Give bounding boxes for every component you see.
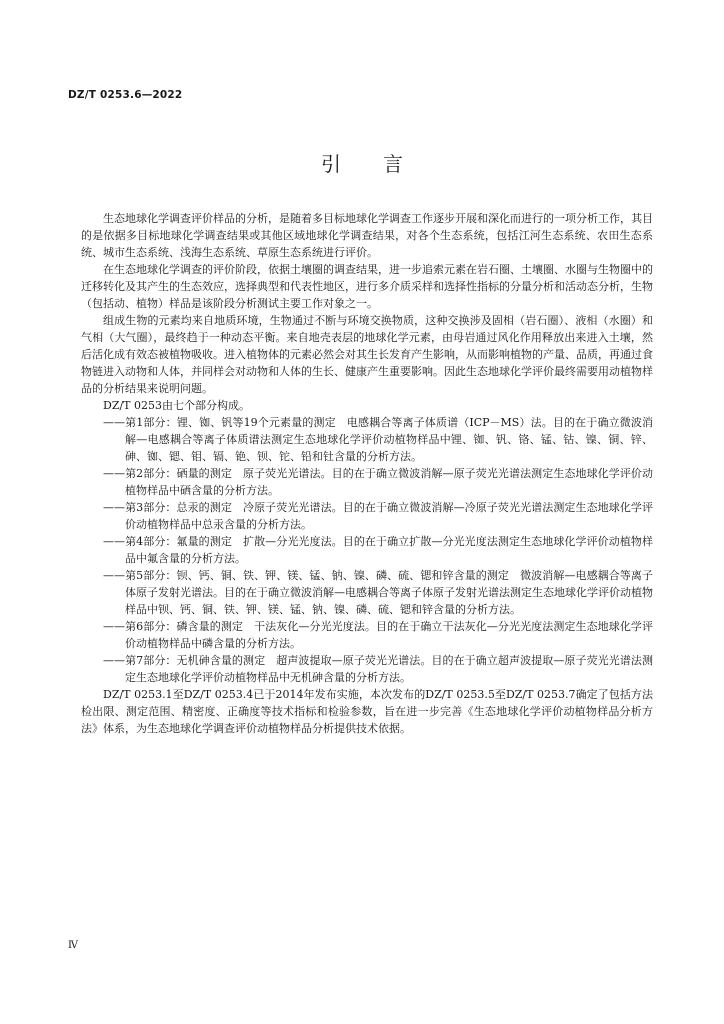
body-text: [81, 210, 653, 737]
paragraph-3: 组成生物的元素均来自地质环境，生物通过不断与环境交换物质，这种交换涉及固相（岩石圈）、液相（水圈）和气相（大气圈），最终趋于一种动态平衡。来自地壳表层的地球化学元素，由母岩通过风化作用释放出来进入土壤，然后活化成有效态被植物吸收。进入植物体的元素必然会对其生长发育产生影响，从而影响植物的产量、品质，再通过食物链进入动物和人体，并同样会对动物和人体的生长、健康产生重要影响。因此生态地球化学评价最终需要用动植物样品的分析结果来说明问题。: [81, 314, 653, 395]
document-code: DZ/T 0253.6—2022: [68, 89, 183, 101]
part-item-4: ——第4部分：氟量的测定 扩散—分光光度法。目的在于确立扩散—分光光度法测定生态地球化学评价动植物样品中氟含量的分析方法。: [103, 535, 653, 565]
part-item-7: ——第7部分：无机砷含量的测定 超声波提取—原子荧光光谱法。目的在于确立超声波提取—原子荧光光谱法测定生态地球化学评价动植物样品中无机砷含量的分析方法。: [103, 654, 653, 684]
part-item-5: ——第5部分：钡、钙、铜、铁、钾、镁、锰、钠、镍、磷、硫、锶和锌含量的测定 微波消解—电感耦合等离子体原子发射光谱法。目的在于确立微波消解—电感耦合等离子体原子发射光谱法测定生态地球化学评价动植物样品中钡、钙、铜、铁、钾、镁、锰、钠、镍、磷、硫、锶和锌含量的分析方法。: [103, 569, 653, 616]
part-item-6: ——第6部分：磷含量的测定 干法灰化—分光光度法。目的在于确立干法灰化—分光光度法测定生态地球化学评价动植物样品中磷含量的分析方法。: [103, 620, 653, 650]
part-item-2: ——第2部分：硒量的测定 原子荧光光谱法。目的在于确立微波消解—原子荧光光谱法测定生态地球化学评价动植物样品中硒含量的分析方法。: [103, 467, 653, 497]
part-item-3: ——第3部分：总汞的测定 冷原子荧光光谱法。目的在于确立微波消解—冷原子荧光光谱法测定生态地球化学评价动植物样品中总汞含量的分析方法。: [103, 501, 653, 531]
paragraph-2: 在生态地球化学调查的评价阶段，依据土壤圈的调查结果，进一步追索元素在岩石圈、土壤圈、水圈与生物圈中的迁移转化及其产生的生态效应，选择典型和代表性地区，进行多介质采样和选择性指标的分量分析和活动态分析，生物（包括动、植物）样品是该阶段分析测试主要工作对象之一。: [81, 263, 653, 310]
paragraph-4: DZ/T 0253由七个部分构成。: [103, 399, 250, 412]
paragraph-1: 生态地球化学调查评价样品的分析，是随着多目标地球化学调查工作逐步开展和深化而进行的一项分析工作，其目的是依据多目标地球化学调查结果或其他区域地球化学调查结果，对各个生态系统，包括江河生态系统、农田生态系统、城市生态系统、浅海生态系统、草原生态系统进行评价。: [81, 212, 653, 259]
page-title: 引言: [321, 152, 445, 176]
page-number: Ⅳ: [68, 940, 78, 951]
closing-paragraph: DZ/T 0253.1至DZ/T 0253.4已于2014年发布实施，本次发布的DZ/T 0253.5至DZ/T 0253.7确定了包括方法检出限、测定范围、精密度、正确度等技术指标和检验参数，旨在进一步完善《生态地球化学评价动植物样品分析方法》体系，为生态地球化学调查评价动植物样品分析提供技术依据。: [81, 688, 653, 735]
part-item-1: ——第1部分：锂、铷、钒等19个元素量的测定 电感耦合等离子体质谱（ICP－MS）法。目的在于确立微波消解—电感耦合等离子体质谱法测定生态地球化学评价动植物样品中锂、铷、钒、铬、锰、钴、镍、铜、锌、砷、铷、锶、钼、镉、铯、钡、铊、铅和钍含量的分析方法。: [103, 416, 653, 463]
